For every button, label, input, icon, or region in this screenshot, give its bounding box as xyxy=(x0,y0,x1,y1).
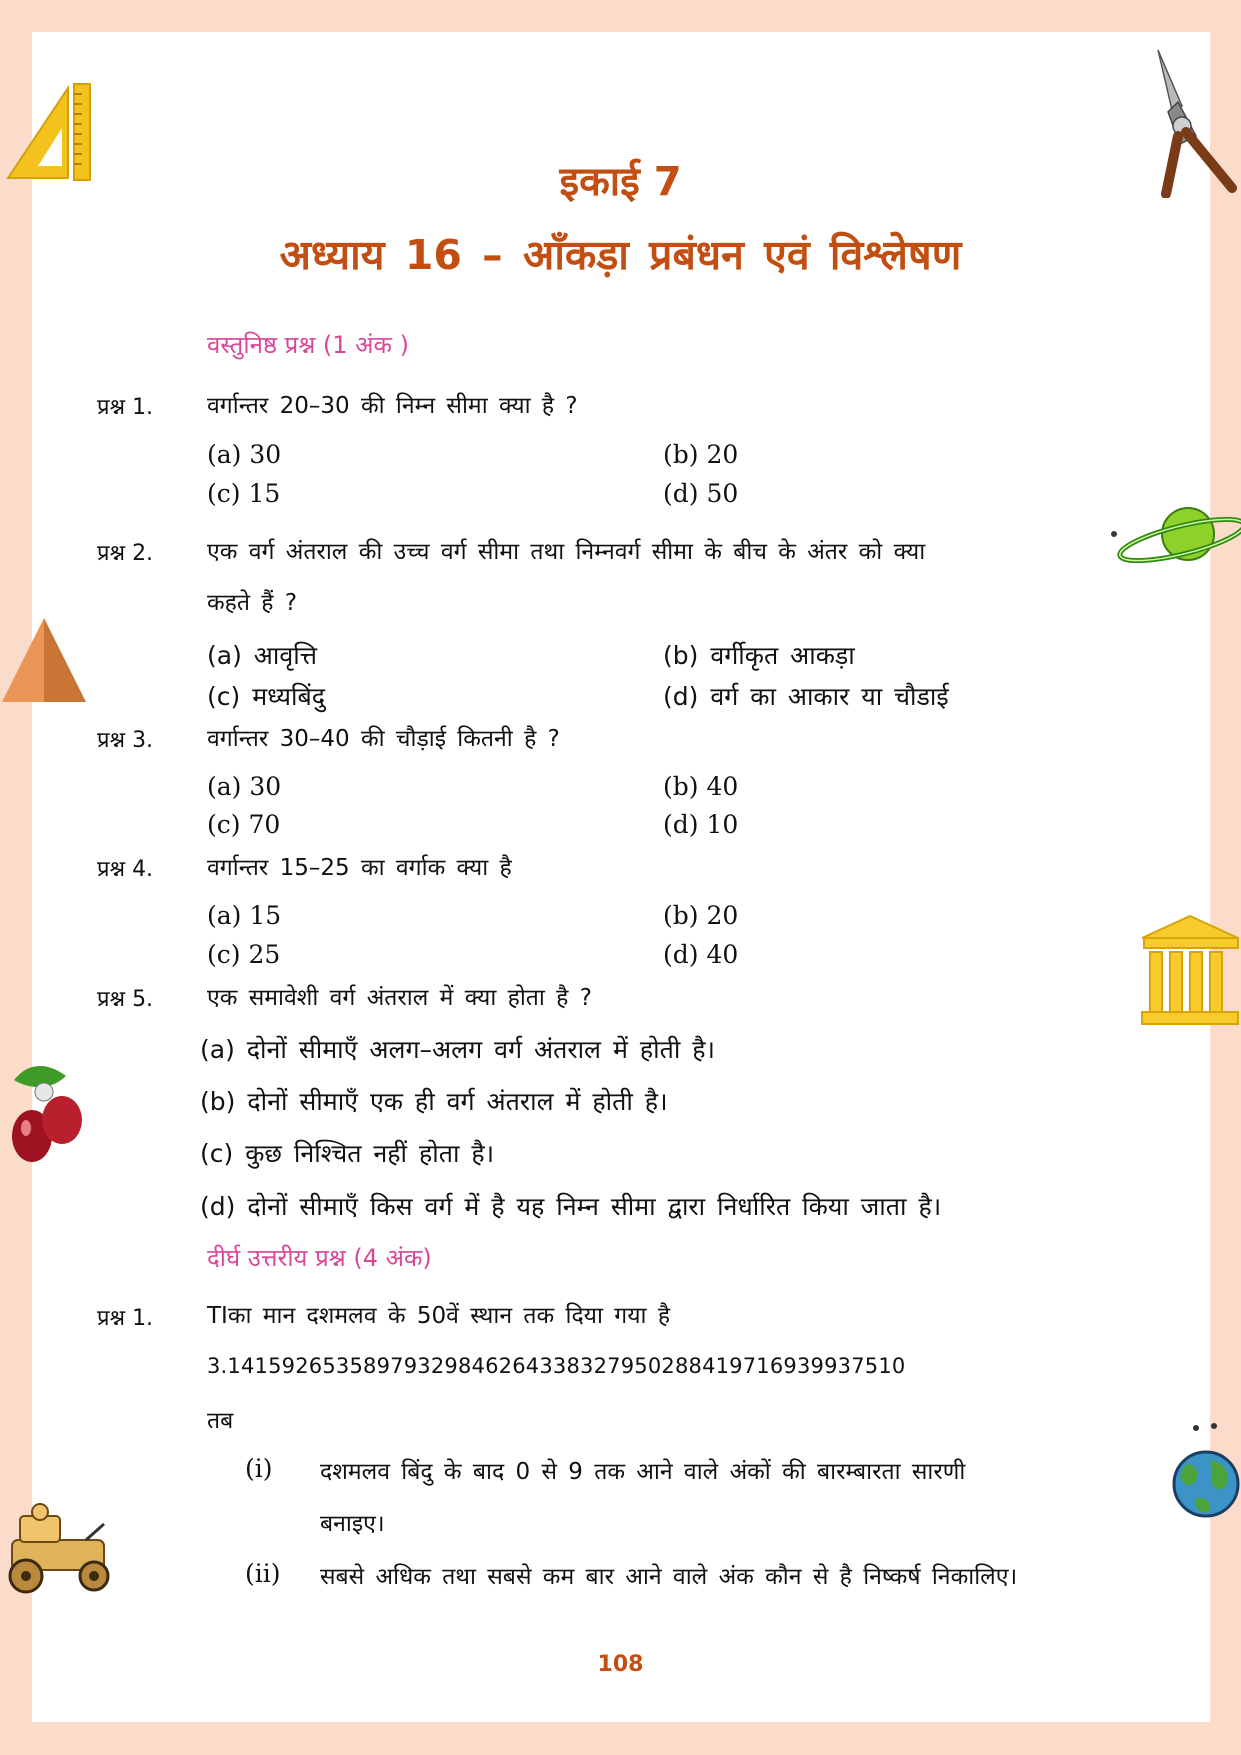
part-label: (i) xyxy=(245,1454,273,1483)
question-number: प्रश्न 5. xyxy=(97,987,154,1012)
option-c: (c) 15 xyxy=(207,479,281,508)
part-text-line1: सबसे अधिक तथा सबसे कम बार आने वाले अंक कौन से है निष्कर्ष निकालिए। xyxy=(320,1564,1018,1590)
pyramid-icon xyxy=(0,614,88,706)
page-number: 108 xyxy=(597,1652,644,1677)
question-number: प्रश्न 3. xyxy=(97,728,154,753)
option-d: (d) दोनों सीमाएँ किस वर्ग में है यह निम्न सीमा द्वारा निर्धारित किया जाता है। xyxy=(200,1192,942,1221)
question-text: TIका मान दशमलव के 50वें स्थान तक दिया गया है xyxy=(207,1303,671,1329)
option-a: (a) 15 xyxy=(207,901,282,930)
option-c: (c) कुछ निश्चित नहीं होता है। xyxy=(200,1139,495,1168)
objective-section-heading: वस्तुनिष्ठ प्रश्न (1 अंक ) xyxy=(207,331,409,359)
part-text-line2: बनाइए। xyxy=(320,1511,385,1537)
pillar-building-icon xyxy=(1140,912,1241,1027)
option-c: (c) 70 xyxy=(207,810,281,839)
option-d: (d) वर्ग का आकार या चौडाई xyxy=(663,682,949,711)
option-a: (a) 30 xyxy=(207,440,282,469)
cherry-fruit-icon xyxy=(4,1058,90,1168)
vintage-car-icon xyxy=(0,1500,128,1600)
question-number: प्रश्न 1. xyxy=(97,395,154,420)
question-number: प्रश्न 1. xyxy=(97,1306,154,1331)
option-a: (a) आवृत्ति xyxy=(207,641,317,670)
option-c: (c) मध्यबिंदु xyxy=(207,682,326,711)
option-b: (b) 20 xyxy=(663,901,739,930)
option-b: (b) 20 xyxy=(663,440,739,469)
part-label: (ii) xyxy=(245,1559,281,1588)
option-b: (b) दोनों सीमाएँ एक ही वर्ग अंतराल में होती है। xyxy=(200,1087,668,1116)
question-text: वर्गान्तर 30–40 की चौड़ाई कितनी है ? xyxy=(207,726,560,752)
planet-saturn-icon xyxy=(1110,500,1241,570)
unit-title: इकाई 7 xyxy=(559,159,682,205)
option-c: (c) 25 xyxy=(207,940,281,969)
question-number: प्रश्न 4. xyxy=(97,857,154,882)
pi-value: 3.14159265358979329846264338327950288419716939937510 xyxy=(207,1354,906,1378)
option-a: (a) 30 xyxy=(207,772,282,801)
question-text: वर्गान्तर 15–25 का वर्गाक क्या है xyxy=(207,855,512,881)
question-text: वर्गान्तर 20–30 की निम्न सीमा क्या है ? xyxy=(207,393,578,419)
question-number: प्रश्न 2. xyxy=(97,541,154,566)
question-text: एक समावेशी वर्ग अंतराल में क्या होता है ? xyxy=(207,985,592,1011)
option-b: (b) वर्गीकृत आकड़ा xyxy=(663,641,855,670)
option-a: (a) दोनों सीमाएँ अलग–अलग वर्ग अंतराल में होती है। xyxy=(200,1035,716,1064)
option-b: (b) 40 xyxy=(663,772,739,801)
option-d: (d) 40 xyxy=(663,940,739,969)
globe-icon xyxy=(1166,1420,1241,1520)
long-answer-section-heading: दीर्घ उत्तरीय प्रश्न (4 अंक) xyxy=(207,1244,432,1272)
option-d: (d) 50 xyxy=(663,479,739,508)
part-text-line1: दशमलव बिंदु के बाद 0 से 9 तक आने वाले अंकों की बारम्बारता सारणी xyxy=(320,1459,966,1485)
chapter-title: अध्याय 16 – आँकड़ा प्रबंधन एवं विश्लेषण xyxy=(279,231,962,279)
question-text-line1: एक वर्ग अंतराल की उच्च वर्ग सीमा तथा निम्नवर्ग सीमा के बीच के अंतर को क्या xyxy=(207,539,926,565)
option-d: (d) 10 xyxy=(663,810,739,839)
question-text-line2: कहते हैं ? xyxy=(207,590,298,616)
then-text: तब xyxy=(207,1408,234,1434)
